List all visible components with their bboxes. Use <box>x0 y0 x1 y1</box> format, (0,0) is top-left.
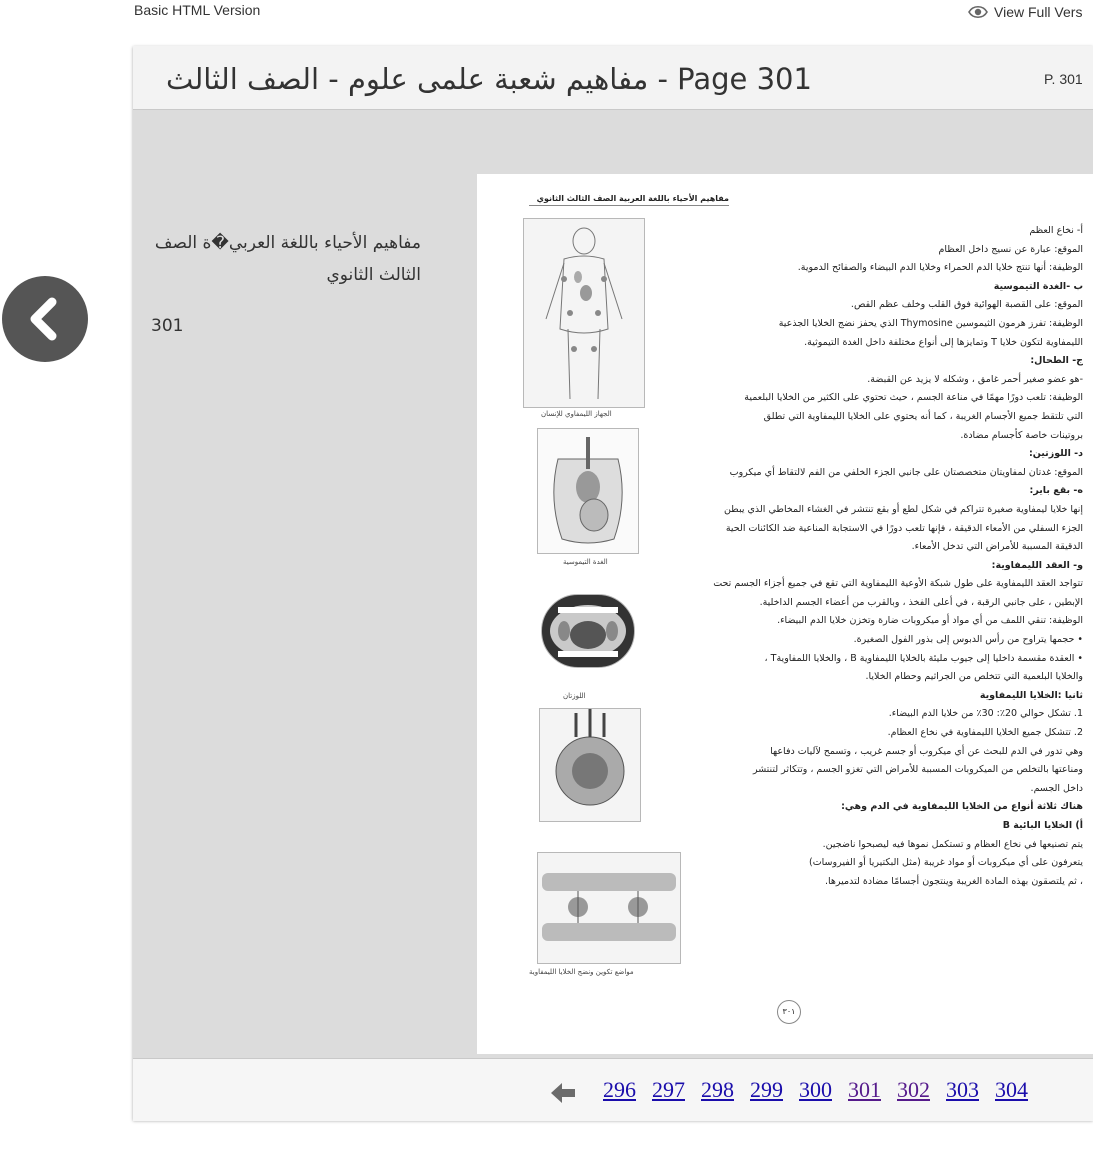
view-full-version-label: View Full Vers <box>994 4 1083 20</box>
page-header <box>133 46 1093 110</box>
page-description: مفاهيم الأحياء باللغة العربي�ة الصف الثالث الثانوي <box>154 233 421 285</box>
document-line: الوظيفة: تفرز هرمون الثيموسين Thymosine الذي يحفز نضج الخلايا الجذعية <box>778 317 1083 329</box>
page-link-300[interactable]: 300 <box>799 1077 832 1102</box>
chevron-left-icon <box>2 276 88 362</box>
document-line: هناك ثلاثة أنواع من الخلايا الليمفاوية في الدم وهي: <box>841 801 1083 813</box>
page-link-301[interactable]: 301 <box>848 1077 881 1102</box>
document-line: الموقع: غدتان لمفاويتان متخصصتان على جانبي الجزء الخلفي من الفم لالتقاط أي ميكروب <box>729 466 1083 478</box>
document-line: والخلايا البلعمية التي تتخلص من الجراثيم وحطام الخلايا. <box>865 671 1083 683</box>
document-line: د- اللوزتين: <box>1028 448 1083 460</box>
document-line: يتعرفون على أي ميكروبات أو مواد غريبة (مثل البكتيريا أو الفيروسات) <box>809 857 1083 869</box>
document-line: الوظيفة: أنها تنتج خلايا الدم الحمراء وخلايا الدم البيضاء والصفائح الدموية. <box>797 262 1083 274</box>
document-line: داخل الجسم. <box>1030 782 1083 794</box>
document-line: ، ثم يلتصقون بهذه المادة الغريبة وينتجون أجسامًا مضادة لتدميرها. <box>824 875 1083 887</box>
document-line: 2. تتشكل جميع الخلايا الليمفاوية في نخاع العظام. <box>887 727 1083 739</box>
eye-icon <box>968 5 988 19</box>
thymus-figure <box>537 428 639 554</box>
page-image <box>477 174 1093 1054</box>
page-number-text: 301 <box>151 316 184 336</box>
document-line: بروتينات خاصة كأجسام مضادة. <box>960 429 1083 441</box>
basic-html-version-link[interactable]: Basic HTML Version <box>134 2 261 18</box>
document-header: مفاهيم الأحياء باللغة العربية الصف الثالث الثانوي <box>529 194 729 206</box>
document-line: الجزء السفلي من الأمعاء الدقيقة ، فإنها تلعب دورًا في الاستجابة المناعية ضد الكائنات الحية <box>725 522 1083 534</box>
top-bar <box>0 0 1083 30</box>
page-link-296[interactable]: 296 <box>603 1077 636 1102</box>
document-page-number: ٣٠١ <box>777 1000 801 1024</box>
lymphatic-caption: الجهاز الليمفاوي للإنسان <box>541 410 612 418</box>
document-line: الموقع: عبارة عن نسيج داخل العظام <box>938 243 1083 255</box>
document-line: التي تلتقط جميع الأجسام الغريبة ، كما أنه يحتوي على الخلايا الليمفاوية التي تطلق <box>763 410 1083 422</box>
thymus-caption: الغدة التيموسية <box>563 558 608 566</box>
left-arrow-icon[interactable] <box>551 1083 575 1103</box>
page-navigation <box>133 1058 1093 1121</box>
document-text <box>655 222 1083 891</box>
document-line: ثانيا :الخلايا الليمفاوية <box>979 689 1083 701</box>
page-title: مفاهيم شعبة علمى علوم - الصف الثالث - Page 301 <box>166 62 812 96</box>
tonsils-caption: اللوزتان <box>563 692 586 700</box>
page-link-299[interactable]: 299 <box>750 1077 783 1102</box>
document-line: أ) الخلايا البائية B <box>1002 820 1083 831</box>
document-line: الإبطين ، على جانبي الرقبة ، في أعلى الفخذ ، وبالقرب من أعضاء الجسم الداخلية. <box>759 596 1083 608</box>
document-line: ومناعتها بالتخلص من الميكروبات المسببة للأمراض التي تغزو الجسم ، وتتكاثر لتنتشر <box>752 764 1083 776</box>
document-line: ب -الغدة التيموسية <box>993 280 1083 292</box>
document-line: و- العقد الليمفاوية: <box>991 559 1083 571</box>
page-indicator: P. 301 <box>1044 71 1083 87</box>
document-line: الدقيقة المسببة للأمراض التي تدخل الأمعاء. <box>911 541 1083 553</box>
document-line: ه- بقع باير: <box>1029 485 1083 497</box>
document-line: الليمفاوية لتكون خلايا T وتمايزها إلى أنواع مختلفة داخل الغدة التيموثية. <box>804 336 1083 348</box>
document-line: الوظيفة: تنقي اللمف من أي مواد أو ميكروبات ضارة وتخزن خلايا الدم البيضاء. <box>777 615 1083 627</box>
document-line: -هو عضو صغير أحمر غامق ، وشكله لا يزيد عن القبضة. <box>867 373 1083 385</box>
document-line: يتم تصنيعها في نخاع العظام و تستكمل نموها فيه ليصبحوا ناضجين. <box>822 838 1083 850</box>
page-link-304[interactable]: 304 <box>995 1077 1028 1102</box>
formation-caption: مواضع تكوين ونضج الخلايا الليمفاوية <box>529 968 634 976</box>
page-link-298[interactable]: 298 <box>701 1077 734 1102</box>
lymphatic-system-figure <box>523 218 645 408</box>
document-line: أ- نخاع العظم <box>1029 225 1083 236</box>
document-line: تتواجد العقد الليمفاوية على طول شبكة الأوعية الليمفاوية التي تقع في جميع أجزاء الجسم تحت <box>713 578 1083 590</box>
view-full-version-link[interactable] <box>968 4 1082 20</box>
document-line: ج- الطحال: <box>1030 355 1083 367</box>
document-line: • العقدة مقسمة داخليا إلى جيوب مليئة بالخلايا الليمفاوية B ، والخلايا اللمفاويةT ، <box>764 652 1083 664</box>
page-link-297[interactable]: 297 <box>652 1077 685 1102</box>
document-line: الوظيفة: تلعب دورًا مهمًا في مناعة الجسم ، حيث تحتوي على الكثير من الخلايا البلعمية <box>744 392 1083 404</box>
document-line: وهي تدور في الدم للبحث عن أي ميكروب أو جسم غريب ، وتسمح لآليات دفاعها <box>770 745 1083 757</box>
page-links <box>603 1077 1028 1103</box>
page-link-303[interactable]: 303 <box>946 1077 979 1102</box>
tonsils-figure <box>541 594 635 668</box>
lymph-node-figure <box>539 708 641 822</box>
document-line: إنها خلايا ليمفاوية صغيرة تتراكم في شكل لطع أو بقع تنتشر في الغشاء المخاطي الذي يبطن <box>723 503 1083 515</box>
page-link-302[interactable]: 302 <box>897 1077 930 1102</box>
document-line: الموقع: على القصبة الهوائية فوق القلب وخلف عظم القص. <box>850 299 1083 311</box>
document-line: • حجمها يتراوح من رأس الدبوس إلى بذور الفول الصغيرة. <box>853 634 1083 646</box>
back-button[interactable] <box>2 276 88 362</box>
document-line: 1. تشكل حوالي 20٪: 30٪ من خلايا الدم البيضاء. <box>888 708 1083 720</box>
flipbook-panel <box>133 46 1093 1120</box>
